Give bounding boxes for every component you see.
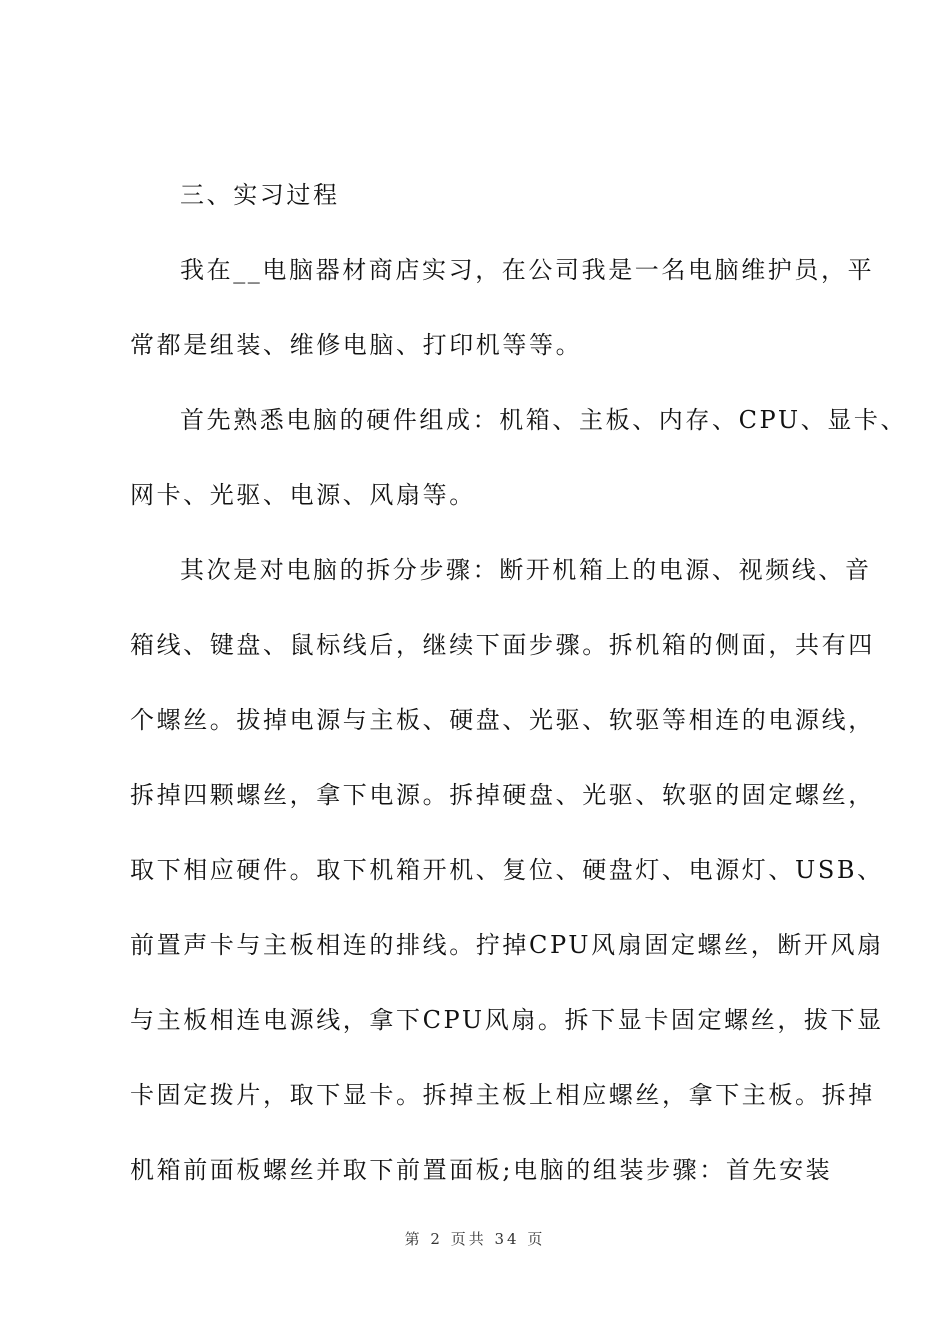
paragraph-line: 网卡、光驱、电源、风扇等。 [130,481,476,509]
paragraph-line: 前置声卡与主板相连的排线。拧掉CPU风扇固定螺丝，断开风扇 [130,931,884,959]
paragraph-line: 拆掉四颗螺丝，拿下电源。拆掉硬盘、光驱、软驱的固定螺丝， [130,781,875,809]
page-number-footer: 第 2 页共 34 页 [404,1230,546,1248]
paragraph-line: 我在__电脑器材商店实习，在公司我是一名电脑维护员，平 [180,256,875,284]
paragraph-line: 常都是组装、维修电脑、打印机等等。 [130,331,583,359]
section-heading: 三、实习过程 [180,181,340,209]
paragraph-line: 首先熟悉电脑的硬件组成：机箱、主板、内存、CPU、显卡、 [180,406,908,434]
paragraph-line: 与主板相连电源线，拿下CPU风扇。拆下显卡固定螺丝，拔下显 [130,1006,884,1034]
paragraph-line: 箱线、键盘、鼠标线后，继续下面步骤。拆机箱的侧面，共有四 [130,631,875,659]
paragraph-line: 卡固定拨片，取下显卡。拆掉主板上相应螺丝，拿下主板。拆掉 [130,1081,875,1109]
paragraph-line: 取下相应硬件。取下机箱开机、复位、硬盘灯、电源灯、USB、 [130,856,884,884]
paragraph-line: 其次是对电脑的拆分步骤：断开机箱上的电源、视频线、音 [180,556,872,584]
paragraph-line: 个螺丝。拔掉电源与主板、硬盘、光驱、软驱等相连的电源线， [130,706,875,734]
paragraph-line: 机箱前面板螺丝并取下前置面板;电脑的组装步骤：首先安装 [130,1156,833,1184]
